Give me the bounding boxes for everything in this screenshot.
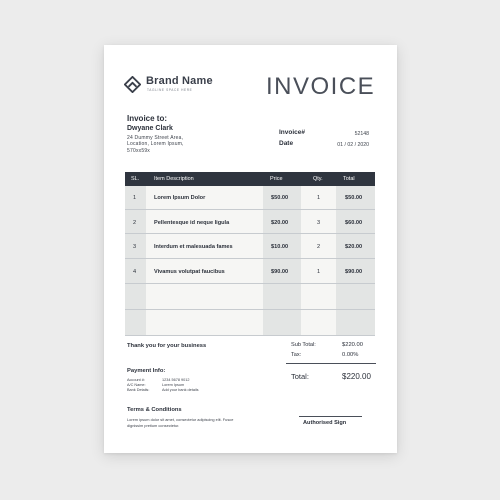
address-line: 24 Dummy Street Area, bbox=[127, 135, 184, 141]
row-divider bbox=[125, 335, 375, 336]
cell-total: $50.00 bbox=[345, 195, 363, 201]
payment-info-title: Payment Info: bbox=[127, 368, 166, 374]
column-header-total: Total bbox=[343, 175, 355, 182]
items-table bbox=[125, 172, 375, 336]
date-label: Date bbox=[279, 140, 294, 147]
cell-qty: 3 bbox=[317, 220, 321, 226]
cell-total: $90.00 bbox=[345, 269, 363, 275]
row-divider bbox=[125, 209, 375, 210]
cell-price: $20.00 bbox=[271, 220, 289, 226]
terms-title: Terms & Conditions bbox=[127, 407, 182, 413]
column-header-description: Item Description bbox=[154, 175, 194, 182]
totals-divider bbox=[286, 363, 376, 364]
cell-description: Interdum et malesuada fames bbox=[154, 244, 233, 250]
bank-label: Bank Details: bbox=[127, 388, 150, 392]
subtotal-value: $220.00 bbox=[342, 342, 363, 348]
cell-price: $90.00 bbox=[271, 269, 289, 275]
terms-text: Lorem ipsum dolor sit amet, consectetur adipiscing elit. Fusce dignissim pretium consectetur. bbox=[127, 417, 234, 428]
address-line: 570xx59x bbox=[127, 147, 151, 154]
ac-name-label: A/C Name: bbox=[127, 383, 146, 387]
cell-qty: 1 bbox=[317, 269, 321, 275]
column-header-price: Price bbox=[270, 175, 283, 182]
row-divider bbox=[125, 283, 375, 284]
cell-total: $20.00 bbox=[345, 244, 363, 250]
bill-to-label: Invoice to: bbox=[127, 114, 168, 123]
cell-qty: 2 bbox=[317, 244, 321, 250]
signature-label: Authorised Sign bbox=[303, 420, 347, 426]
thank-you-note: Thank you for your business bbox=[127, 343, 207, 349]
cell-sl: 2 bbox=[133, 220, 137, 226]
payment-bank-row bbox=[127, 388, 199, 392]
client-name: Dwyane Clark bbox=[127, 125, 173, 132]
table-header bbox=[125, 172, 375, 186]
cell-total: $60.00 bbox=[345, 220, 363, 226]
brand-tagline: TAGLINE SPACE HERE bbox=[147, 88, 193, 92]
ac-name-value: Lorem Ipsum bbox=[162, 383, 185, 387]
payment-ac-name-row bbox=[127, 383, 185, 387]
client-address bbox=[127, 135, 217, 154]
row-divider bbox=[125, 258, 375, 259]
cell-sl: 3 bbox=[133, 244, 137, 250]
row-divider bbox=[125, 309, 375, 310]
invoice-number-label: Invoice# bbox=[279, 129, 306, 136]
signature-line bbox=[299, 416, 362, 417]
subtotal-label: Sub Total: bbox=[291, 342, 316, 348]
cell-qty: 1 bbox=[317, 195, 321, 201]
brand-name: Brand Name bbox=[146, 75, 213, 87]
cell-sl: 4 bbox=[133, 269, 137, 275]
bank-value: Add your bank details bbox=[162, 388, 199, 392]
account-value: 1234 5678 9012 bbox=[162, 378, 190, 382]
invoice-page bbox=[104, 45, 397, 453]
cell-description: Vivamus volutpat faucibus bbox=[154, 269, 225, 275]
cell-description: Pellentesque id neque ligula bbox=[154, 220, 230, 226]
address-line: Location, Lorem Ipsum, bbox=[127, 141, 184, 148]
column-header-qty: Qty. bbox=[313, 175, 323, 182]
column-header-sl: SL. bbox=[131, 175, 140, 182]
date-value: 01 / 02 / 2020 bbox=[337, 142, 369, 148]
cell-sl: 1 bbox=[133, 195, 137, 201]
cell-price: $10.00 bbox=[271, 244, 289, 250]
payment-account-row bbox=[127, 378, 190, 382]
total-value: $220.00 bbox=[342, 372, 371, 381]
cell-price: $50.00 bbox=[271, 195, 289, 201]
tax-label: Tax: bbox=[291, 352, 302, 358]
brand-logo-icon bbox=[124, 76, 141, 93]
total-label: Total: bbox=[291, 372, 309, 381]
account-label: Account #: bbox=[127, 378, 145, 382]
row-divider bbox=[125, 233, 375, 234]
invoice-number-value: 52148 bbox=[354, 131, 369, 137]
cell-description: Lorem Ipsum Dolor bbox=[154, 195, 206, 201]
tax-value: 0.00% bbox=[342, 352, 359, 358]
document-title: INVOICE bbox=[266, 73, 376, 100]
